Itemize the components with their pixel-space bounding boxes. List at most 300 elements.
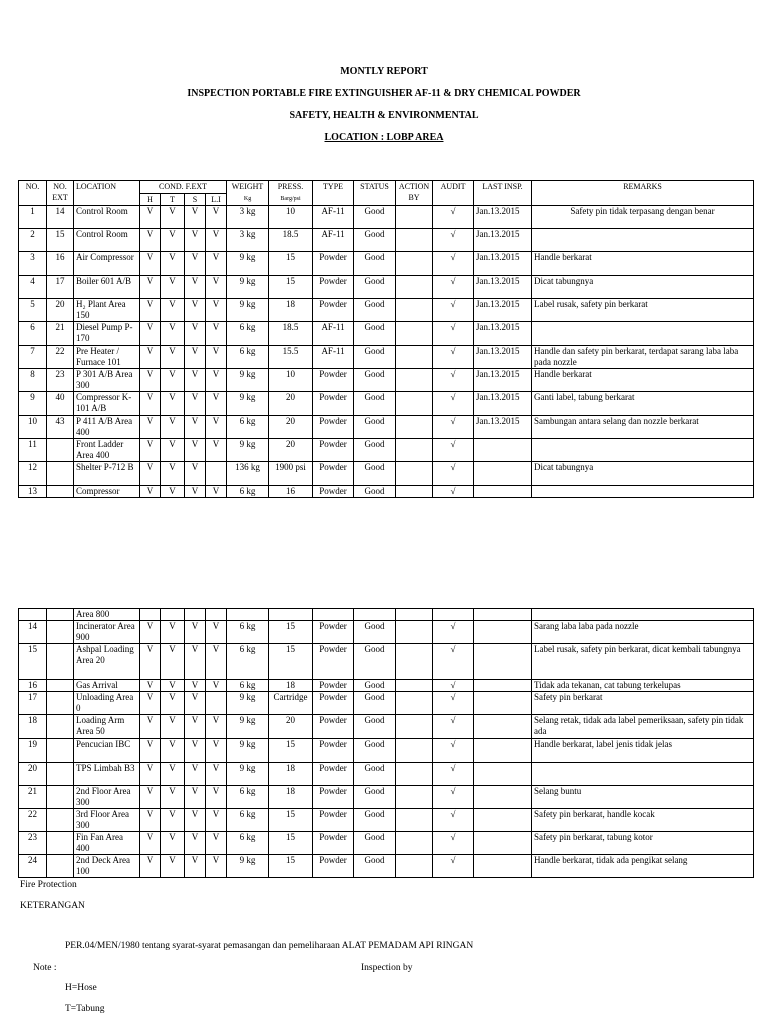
row-remarks: Ganti label, tabung berkarat <box>532 392 754 416</box>
row-h: V <box>140 832 161 855</box>
row-li: V <box>206 346 227 369</box>
note-label: Note : <box>33 963 57 973</box>
row-weight: 6 kg <box>227 346 269 369</box>
row-status: Good <box>354 621 396 644</box>
row-ext: 17 <box>47 276 74 299</box>
table-row <box>19 763 754 786</box>
row-no: 5 <box>19 299 47 322</box>
row-s: V <box>185 486 206 498</box>
row-audit: √ <box>433 206 474 229</box>
row-weight: 9 kg <box>227 692 269 715</box>
row-h: V <box>140 276 161 299</box>
row-status: Good <box>354 809 396 832</box>
row-t: V <box>161 680 185 692</box>
row-press: 15 <box>269 644 313 680</box>
row-li <box>206 462 227 486</box>
row-li: V <box>206 229 227 252</box>
row-audit: √ <box>433 276 474 299</box>
row-no: 23 <box>19 832 47 855</box>
row-location: P 301 A/B Area 300 <box>74 369 140 392</box>
row-no: 14 <box>19 621 47 644</box>
row-last-insp <box>474 680 532 692</box>
table-row <box>19 392 754 416</box>
row-action <box>396 369 433 392</box>
row-h: V <box>140 416 161 439</box>
table-row <box>19 416 754 439</box>
row-status: Good <box>354 763 396 786</box>
row-press: 20 <box>269 439 313 462</box>
table-row <box>19 855 754 878</box>
row-weight: 6 kg <box>227 486 269 498</box>
row-remarks: Handle berkarat <box>532 252 754 276</box>
row-status <box>354 609 396 621</box>
row-no: 2 <box>19 229 47 252</box>
row-type: Powder <box>313 855 354 878</box>
row-type: Powder <box>313 715 354 739</box>
row-action <box>396 739 433 763</box>
row-li: V <box>206 832 227 855</box>
row-s: V <box>185 322 206 346</box>
row-type: AF-11 <box>313 322 354 346</box>
row-weight: 3 kg <box>227 206 269 229</box>
row-type: Powder <box>313 680 354 692</box>
row-s: V <box>185 692 206 715</box>
row-remarks <box>532 322 754 346</box>
row-status: Good <box>354 346 396 369</box>
row-ext <box>47 621 74 644</box>
row-action <box>396 346 433 369</box>
col-no: NO. <box>19 181 47 206</box>
row-no: 13 <box>19 486 47 498</box>
row-status: Good <box>354 322 396 346</box>
row-action <box>396 276 433 299</box>
row-audit: √ <box>433 786 474 809</box>
row-press: 16 <box>269 486 313 498</box>
row-type: Powder <box>313 276 354 299</box>
col-type: TYPE <box>313 181 354 206</box>
row-press: 15 <box>269 739 313 763</box>
row-li: V <box>206 739 227 763</box>
department-title: SAFETY, HEALTH & ENVIRONMENTAL <box>289 110 479 121</box>
row-weight: 6 kg <box>227 832 269 855</box>
row-h: V <box>140 786 161 809</box>
table-row <box>19 621 754 644</box>
row-t: V <box>161 369 185 392</box>
row-weight: 9 kg <box>227 276 269 299</box>
row-t: V <box>161 276 185 299</box>
row-type: Powder <box>313 462 354 486</box>
row-last-insp: Jan.13.2015 <box>474 206 532 229</box>
table-row <box>19 252 754 276</box>
row-last-insp: Jan.13.2015 <box>474 252 532 276</box>
row-type: Powder <box>313 486 354 498</box>
row-audit: √ <box>433 486 474 498</box>
row-t: V <box>161 392 185 416</box>
row-location: 2nd Floor Area 300 <box>74 786 140 809</box>
row-weight: 6 kg <box>227 680 269 692</box>
row-location: Compressor <box>74 486 140 498</box>
row-no: 3 <box>19 252 47 276</box>
row-weight: 9 kg <box>227 763 269 786</box>
row-audit: √ <box>433 439 474 462</box>
row-t: V <box>161 299 185 322</box>
row-no: 17 <box>19 692 47 715</box>
row-location: Loading Arm Area 50 <box>74 715 140 739</box>
row-h: V <box>140 692 161 715</box>
row-t: V <box>161 322 185 346</box>
row-h <box>140 609 161 621</box>
row-action <box>396 486 433 498</box>
row-remarks: Dicat tabungnya <box>532 276 754 299</box>
row-t: V <box>161 486 185 498</box>
row-no: 12 <box>19 462 47 486</box>
row-weight: 9 kg <box>227 715 269 739</box>
row-action <box>396 692 433 715</box>
row-no: 8 <box>19 369 47 392</box>
row-no: 11 <box>19 439 47 462</box>
row-no: 7 <box>19 346 47 369</box>
row-weight: 9 kg <box>227 299 269 322</box>
row-ext <box>47 692 74 715</box>
table-header-row <box>19 181 754 194</box>
row-last-insp <box>474 739 532 763</box>
row-action <box>396 299 433 322</box>
row-h: V <box>140 206 161 229</box>
row-s: V <box>185 763 206 786</box>
row-ext: 20 <box>47 299 74 322</box>
row-press: 15 <box>269 621 313 644</box>
row-remarks: Handle berkarat, label jenis tidak jelas <box>532 739 754 763</box>
row-remarks: Tidak ada tekanan, cat tabung terkelupas <box>532 680 754 692</box>
row-s: V <box>185 621 206 644</box>
row-last-insp <box>474 462 532 486</box>
row-s <box>185 609 206 621</box>
row-remarks: Sarang laba laba pada nozzle <box>532 621 754 644</box>
row-h: V <box>140 299 161 322</box>
row-last-insp <box>474 832 532 855</box>
row-action <box>396 322 433 346</box>
row-action <box>396 621 433 644</box>
row-audit: √ <box>433 252 474 276</box>
row-weight: 9 kg <box>227 252 269 276</box>
row-last-insp <box>474 439 532 462</box>
row-t: V <box>161 416 185 439</box>
row-remarks: Selang buntu <box>532 786 754 809</box>
row-type: Powder <box>313 763 354 786</box>
row-no: 6 <box>19 322 47 346</box>
row-no: 15 <box>19 644 47 680</box>
row-last-insp: Jan.13.2015 <box>474 322 532 346</box>
row-status: Good <box>354 252 396 276</box>
row-li: V <box>206 786 227 809</box>
col-remarks: REMARKS <box>532 181 754 206</box>
row-li: V <box>206 486 227 498</box>
row-h: V <box>140 322 161 346</box>
row-type: Powder <box>313 416 354 439</box>
row-audit: √ <box>433 715 474 739</box>
row-press: 18.5 <box>269 229 313 252</box>
row-remarks: Dicat tabungnya <box>532 462 754 486</box>
col-s: S <box>185 193 206 206</box>
row-action <box>396 206 433 229</box>
row-type: Powder <box>313 439 354 462</box>
row-no: 24 <box>19 855 47 878</box>
row-ext <box>47 786 74 809</box>
table-row <box>19 692 754 715</box>
row-remarks <box>532 229 754 252</box>
row-ext: 15 <box>47 229 74 252</box>
row-ext <box>47 832 74 855</box>
row-action <box>396 809 433 832</box>
row-press: 20 <box>269 715 313 739</box>
row-type: Powder <box>313 809 354 832</box>
col-cond: COND. F.EXT <box>140 181 227 194</box>
row-audit: √ <box>433 763 474 786</box>
row-last-insp: Jan.13.2015 <box>474 392 532 416</box>
row-ext <box>47 809 74 832</box>
keterangan-label: KETERANGAN <box>20 901 85 911</box>
row-weight: 136 kg <box>227 462 269 486</box>
row-location: Air Compressor <box>74 252 140 276</box>
table-row <box>19 276 754 299</box>
row-t: V <box>161 692 185 715</box>
row-t: V <box>161 206 185 229</box>
row-t: V <box>161 715 185 739</box>
row-status: Good <box>354 715 396 739</box>
report-subtitle: INSPECTION PORTABLE FIRE EXTINGUISHER AF-11 & DRY CHEMICAL POWDER <box>187 88 581 99</box>
row-type: Powder <box>313 621 354 644</box>
row-no: 20 <box>19 763 47 786</box>
row-ext <box>47 715 74 739</box>
row-audit: √ <box>433 855 474 878</box>
row-press: 18.5 <box>269 322 313 346</box>
row-type: Powder <box>313 692 354 715</box>
row-t: V <box>161 229 185 252</box>
row-h: V <box>140 229 161 252</box>
row-last-insp <box>474 609 532 621</box>
row-t: V <box>161 439 185 462</box>
table-row <box>19 715 754 739</box>
row-press <box>269 609 313 621</box>
row-remarks: Handle berkarat <box>532 369 754 392</box>
row-status: Good <box>354 439 396 462</box>
row-audit: √ <box>433 644 474 680</box>
row-type: Powder <box>313 644 354 680</box>
row-audit: √ <box>433 229 474 252</box>
row-weight: 3 kg <box>227 229 269 252</box>
row-h: V <box>140 369 161 392</box>
row-location: Unloading Area 0 <box>74 692 140 715</box>
row-status: Good <box>354 299 396 322</box>
row-li: V <box>206 206 227 229</box>
row-status: Good <box>354 832 396 855</box>
row-action <box>396 644 433 680</box>
row-li: V <box>206 252 227 276</box>
row-s: V <box>185 369 206 392</box>
row-audit: √ <box>433 299 474 322</box>
row-weight: 6 kg <box>227 621 269 644</box>
row-s: V <box>185 786 206 809</box>
row-action <box>396 786 433 809</box>
row-status: Good <box>354 229 396 252</box>
row-audit: √ <box>433 680 474 692</box>
row-s: V <box>185 739 206 763</box>
row-action <box>396 439 433 462</box>
row-status: Good <box>354 206 396 229</box>
row-t: V <box>161 644 185 680</box>
row-press: 15 <box>269 276 313 299</box>
row-remarks <box>532 609 754 621</box>
row-li: V <box>206 763 227 786</box>
row-ext: 23 <box>47 369 74 392</box>
row-t <box>161 609 185 621</box>
row-weight: 6 kg <box>227 786 269 809</box>
row-type: Powder <box>313 832 354 855</box>
row-last-insp <box>474 621 532 644</box>
row-location: Compressor K-101 A/B <box>74 392 140 416</box>
row-type: Powder <box>313 369 354 392</box>
row-press: 18 <box>269 680 313 692</box>
table-row <box>19 486 754 498</box>
row-status: Good <box>354 276 396 299</box>
table-row <box>19 809 754 832</box>
row-s: V <box>185 439 206 462</box>
row-ext <box>47 855 74 878</box>
row-location: Area 800 <box>74 609 140 621</box>
row-press: 10 <box>269 369 313 392</box>
row-h: V <box>140 346 161 369</box>
row-ext <box>47 680 74 692</box>
table-row <box>19 322 754 346</box>
row-t: V <box>161 786 185 809</box>
col-press: PRESS. Barg/psi <box>269 181 313 206</box>
row-li <box>206 609 227 621</box>
row-last-insp: Jan.13.2015 <box>474 346 532 369</box>
row-s: V <box>185 299 206 322</box>
row-h: V <box>140 763 161 786</box>
row-type: AF-11 <box>313 206 354 229</box>
table-row <box>19 680 754 692</box>
row-ext: 40 <box>47 392 74 416</box>
row-h: V <box>140 855 161 878</box>
row-li: V <box>206 715 227 739</box>
row-audit: √ <box>433 739 474 763</box>
row-last-insp <box>474 855 532 878</box>
row-press: 18 <box>269 786 313 809</box>
row-remarks <box>532 763 754 786</box>
row-last-insp: Jan.13.2015 <box>474 276 532 299</box>
row-no: 9 <box>19 392 47 416</box>
row-li: V <box>206 680 227 692</box>
row-ext: 14 <box>47 206 74 229</box>
row-action <box>396 392 433 416</box>
row-ext <box>47 609 74 621</box>
row-no: 16 <box>19 680 47 692</box>
row-weight: 6 kg <box>227 322 269 346</box>
row-weight: 9 kg <box>227 855 269 878</box>
row-press: 15 <box>269 809 313 832</box>
row-status: Good <box>354 644 396 680</box>
row-location: Fin Fan Area 400 <box>74 832 140 855</box>
table-row <box>19 739 754 763</box>
row-action <box>396 763 433 786</box>
row-t: V <box>161 739 185 763</box>
table-row <box>19 299 754 322</box>
row-li: V <box>206 299 227 322</box>
row-location: TPS Limbah B3 <box>74 763 140 786</box>
row-remarks: Safety pin berkarat, handle kocak <box>532 809 754 832</box>
row-remarks: Handle berkarat, tidak ada pengikat selang <box>532 855 754 878</box>
row-last-insp: Jan.13.2015 <box>474 229 532 252</box>
row-press: 20 <box>269 392 313 416</box>
inspection-by-label: Inspection by <box>361 963 413 973</box>
row-location: Pre Heater / Furnace 101 <box>74 346 140 369</box>
row-press: 15 <box>269 832 313 855</box>
row-weight: 6 kg <box>227 644 269 680</box>
row-location: P 411 A/B Area 400 <box>74 416 140 439</box>
row-s: V <box>185 206 206 229</box>
row-no: 21 <box>19 786 47 809</box>
row-location: Pencucian IBC <box>74 739 140 763</box>
row-remarks: Label rusak, safety pin berkarat, dicat kembali tabungnya <box>532 644 754 680</box>
row-ext <box>47 486 74 498</box>
row-h: V <box>140 644 161 680</box>
row-s: V <box>185 416 206 439</box>
table-row <box>19 206 754 229</box>
row-type: Powder <box>313 786 354 809</box>
row-press: 18 <box>269 299 313 322</box>
table-row <box>19 346 754 369</box>
row-h: V <box>140 252 161 276</box>
col-action: ACTION BY <box>396 181 433 206</box>
fire-protection-label: Fire Protection <box>20 880 77 890</box>
row-last-insp: Jan.13.2015 <box>474 299 532 322</box>
row-press: 1900 psi <box>269 462 313 486</box>
row-li: V <box>206 392 227 416</box>
row-no: 18 <box>19 715 47 739</box>
row-s: V <box>185 229 206 252</box>
row-no <box>19 609 47 621</box>
row-press: 10 <box>269 206 313 229</box>
row-li: V <box>206 809 227 832</box>
row-action <box>396 229 433 252</box>
row-li: V <box>206 855 227 878</box>
col-status: STATUS <box>354 181 396 206</box>
row-remarks: Safety pin berkarat, tabung kotor <box>532 832 754 855</box>
row-status: Good <box>354 692 396 715</box>
row-location: H₂ Plant Area 150 <box>74 299 140 322</box>
row-status: Good <box>354 486 396 498</box>
row-no: 4 <box>19 276 47 299</box>
row-audit <box>433 609 474 621</box>
row-last-insp <box>474 809 532 832</box>
row-location: Shelter P-712 B <box>74 462 140 486</box>
row-type: Powder <box>313 299 354 322</box>
row-t: V <box>161 809 185 832</box>
col-audit: AUDIT <box>433 181 474 206</box>
table-row <box>19 229 754 252</box>
row-li: V <box>206 416 227 439</box>
row-ext: 16 <box>47 252 74 276</box>
table-row <box>19 832 754 855</box>
row-weight: 6 kg <box>227 416 269 439</box>
row-no: 22 <box>19 809 47 832</box>
row-h: V <box>140 739 161 763</box>
row-no: 1 <box>19 206 47 229</box>
row-press: Cartridge <box>269 692 313 715</box>
table-row <box>19 609 754 621</box>
row-location: Control Room <box>74 229 140 252</box>
